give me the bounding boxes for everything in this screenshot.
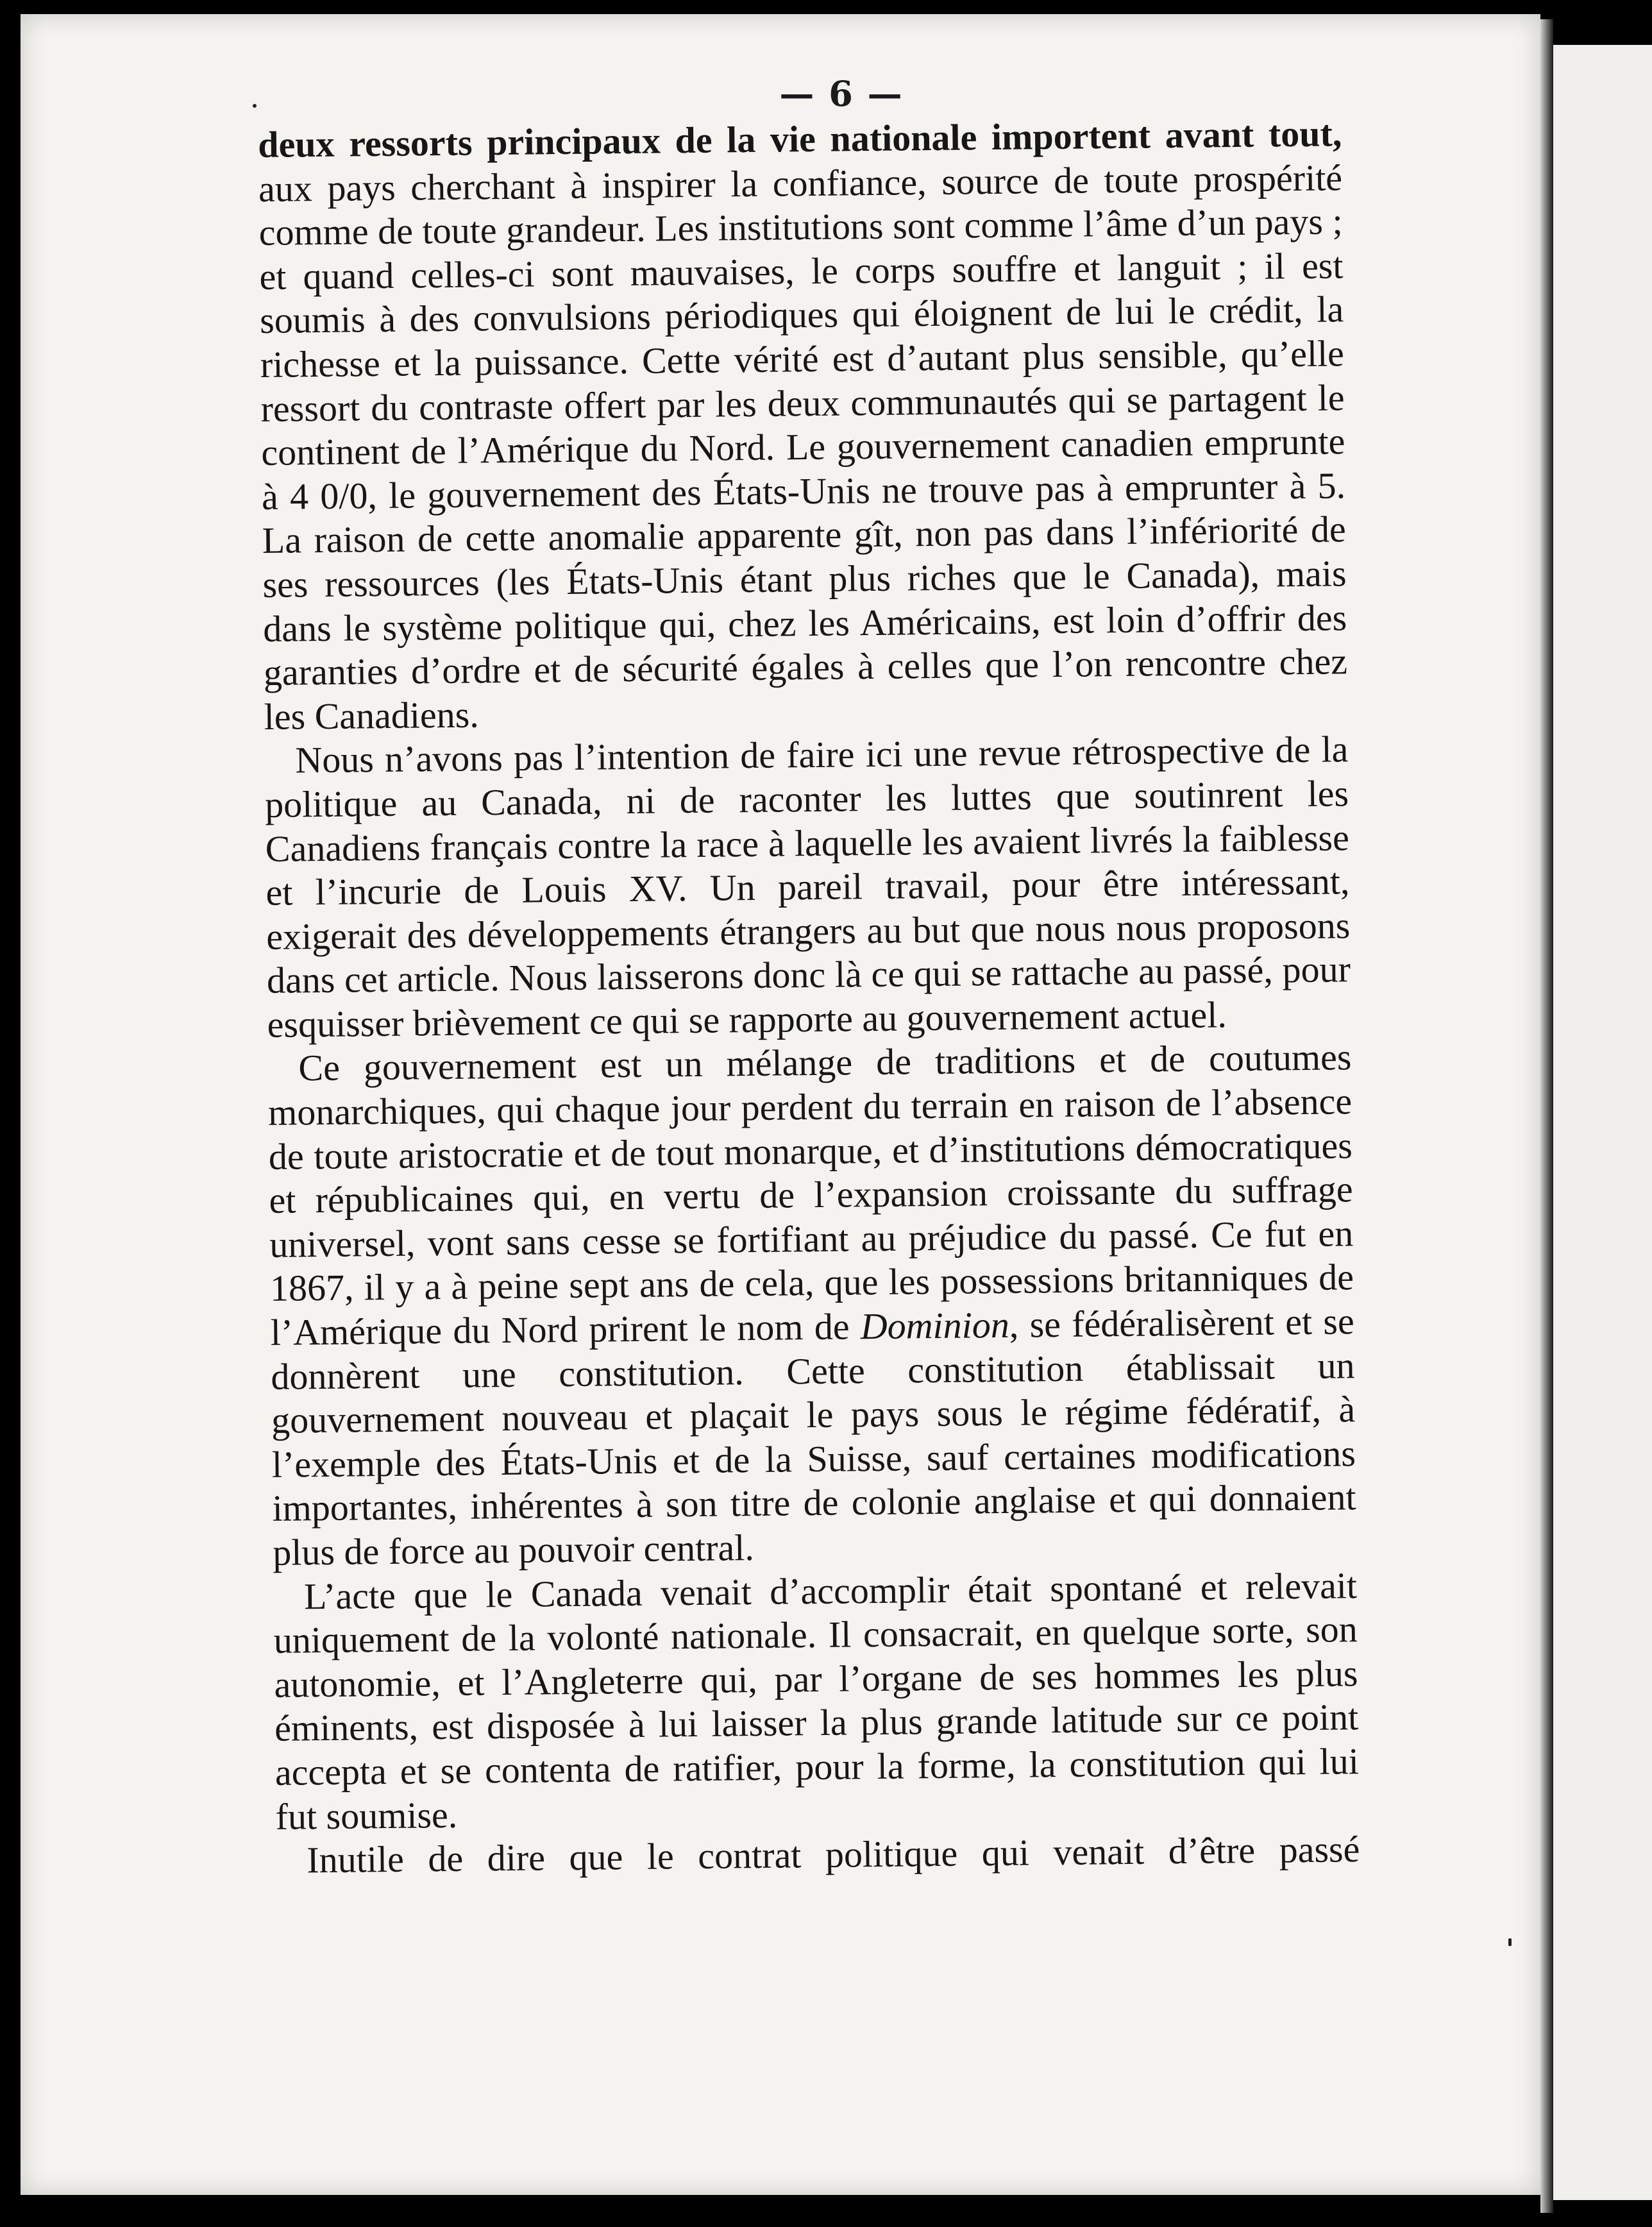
paragraph-1-text: aux pays cherchant à inspirer la confiance, source de toute prospérité comme de toute grandeur. Les institutions sont comme l’âme d’un pays ; et quand celles-ci sont mauvaises, le corps souffre et languit ; il est soumis à des convulsions périodiques qui éloignent de lui le crédit, la richesse et la puissance. Cette vérité est d’autant plus sensible, qu’elle ressort du contraste offert par les deux communautés qui se partagent le continent de l’Amérique du Nord. Le gouvernement canadien emprunte à 4 0/0, le gouvernement des États-Unis ne trouve pas à emprunter à 5. La raison de cette anomalie apparente gît, non pas dans l’infériorité de ses ressources (les États-Unis étant plus riches que le Canada), mais dans le système politique qui, chez les Américains, est loin d’offrir des garanties d’ordre et de sécurité égales à celles que l’on rencontre chez les Canadiens. <box>258 156 1348 738</box>
paragraph-3 <box>267 1036 1357 1575</box>
scanned-page <box>21 14 1540 2195</box>
scan-speck <box>253 104 257 108</box>
paragraph-5: Inutile de dire que le contrat politique qui venait d’être passé <box>307 1828 1360 1881</box>
paragraph-1 <box>258 112 1348 739</box>
paragraph-4: L’acte que le Canada venait d’accomplir était spontané et relevait uniquement de la volonté nationale. Il consacrait, en quelque sorte, son autonomie, et l’Angleterre qui, par l’organe de ses hommes les plus éminents, est disposée à lui laisser la plus grande latitude sur ce point accepta et se contenta de ratifier, pour la forme, la constitution qui lui fut soumise. <box>273 1564 1360 1838</box>
body-text <box>258 112 1360 1883</box>
page-gutter-shadow <box>1540 19 1553 2213</box>
scan-speck <box>1508 1938 1512 1946</box>
paragraph-3-italic-dominion: Dominion <box>860 1303 1010 1348</box>
adjacent-page <box>1553 45 1652 2200</box>
paragraph-1-bold-opening: deux ressorts principaux de la vie nationale importent avant tout, <box>258 112 1342 165</box>
paragraph-2: Nous n’avons pas l’intention de faire ici une revue rétrospective de la politique au Canada, ni de raconter les luttes que soutinrent les Canadiens français contre la race à laquelle les avaient livrés la faiblesse et l’incurie de Louis XV. Un pareil travail, pour être intéressant, exigerait des développements étrangers au but que nous nous proposons dans cet article. Nous laisserons donc là ce qui se rattache au passé, pour esquisser brièvement ce qui se rapporte au gouvernement actuel. <box>264 728 1351 1046</box>
paragraph-3-text-b: , se fédéralisèrent et se donnèrent une constitution. Cette constitution établissait un gouvernement nouveau et plaçait le pays sous le régime fédératif, à l’exemple des États-Unis et de la Suisse, sauf certaines modifications importantes, inhérentes à son titre de colonie anglaise et qui donnaient plus de force au pouvoir central. <box>271 1300 1356 1573</box>
paragraph-3-text-a: Ce gouvernement est un mélange de traditions et de coutumes monarchiques, qui chaque jour perdent du terrain en raison de l’absence de toute aristocratie et de tout monarque, et d’institutions démocratiques et républicaines qui, en vertu de l’expansion croissante du suffrage universel, vont sans cesse se fortifiant au préjudice du passé. Ce fut en 1867, il y a à peine sept ans de cela, que les possessions britanniques de l’Amérique du Nord prirent le nom de <box>267 1036 1354 1353</box>
page-number: — 6 — <box>779 73 904 114</box>
